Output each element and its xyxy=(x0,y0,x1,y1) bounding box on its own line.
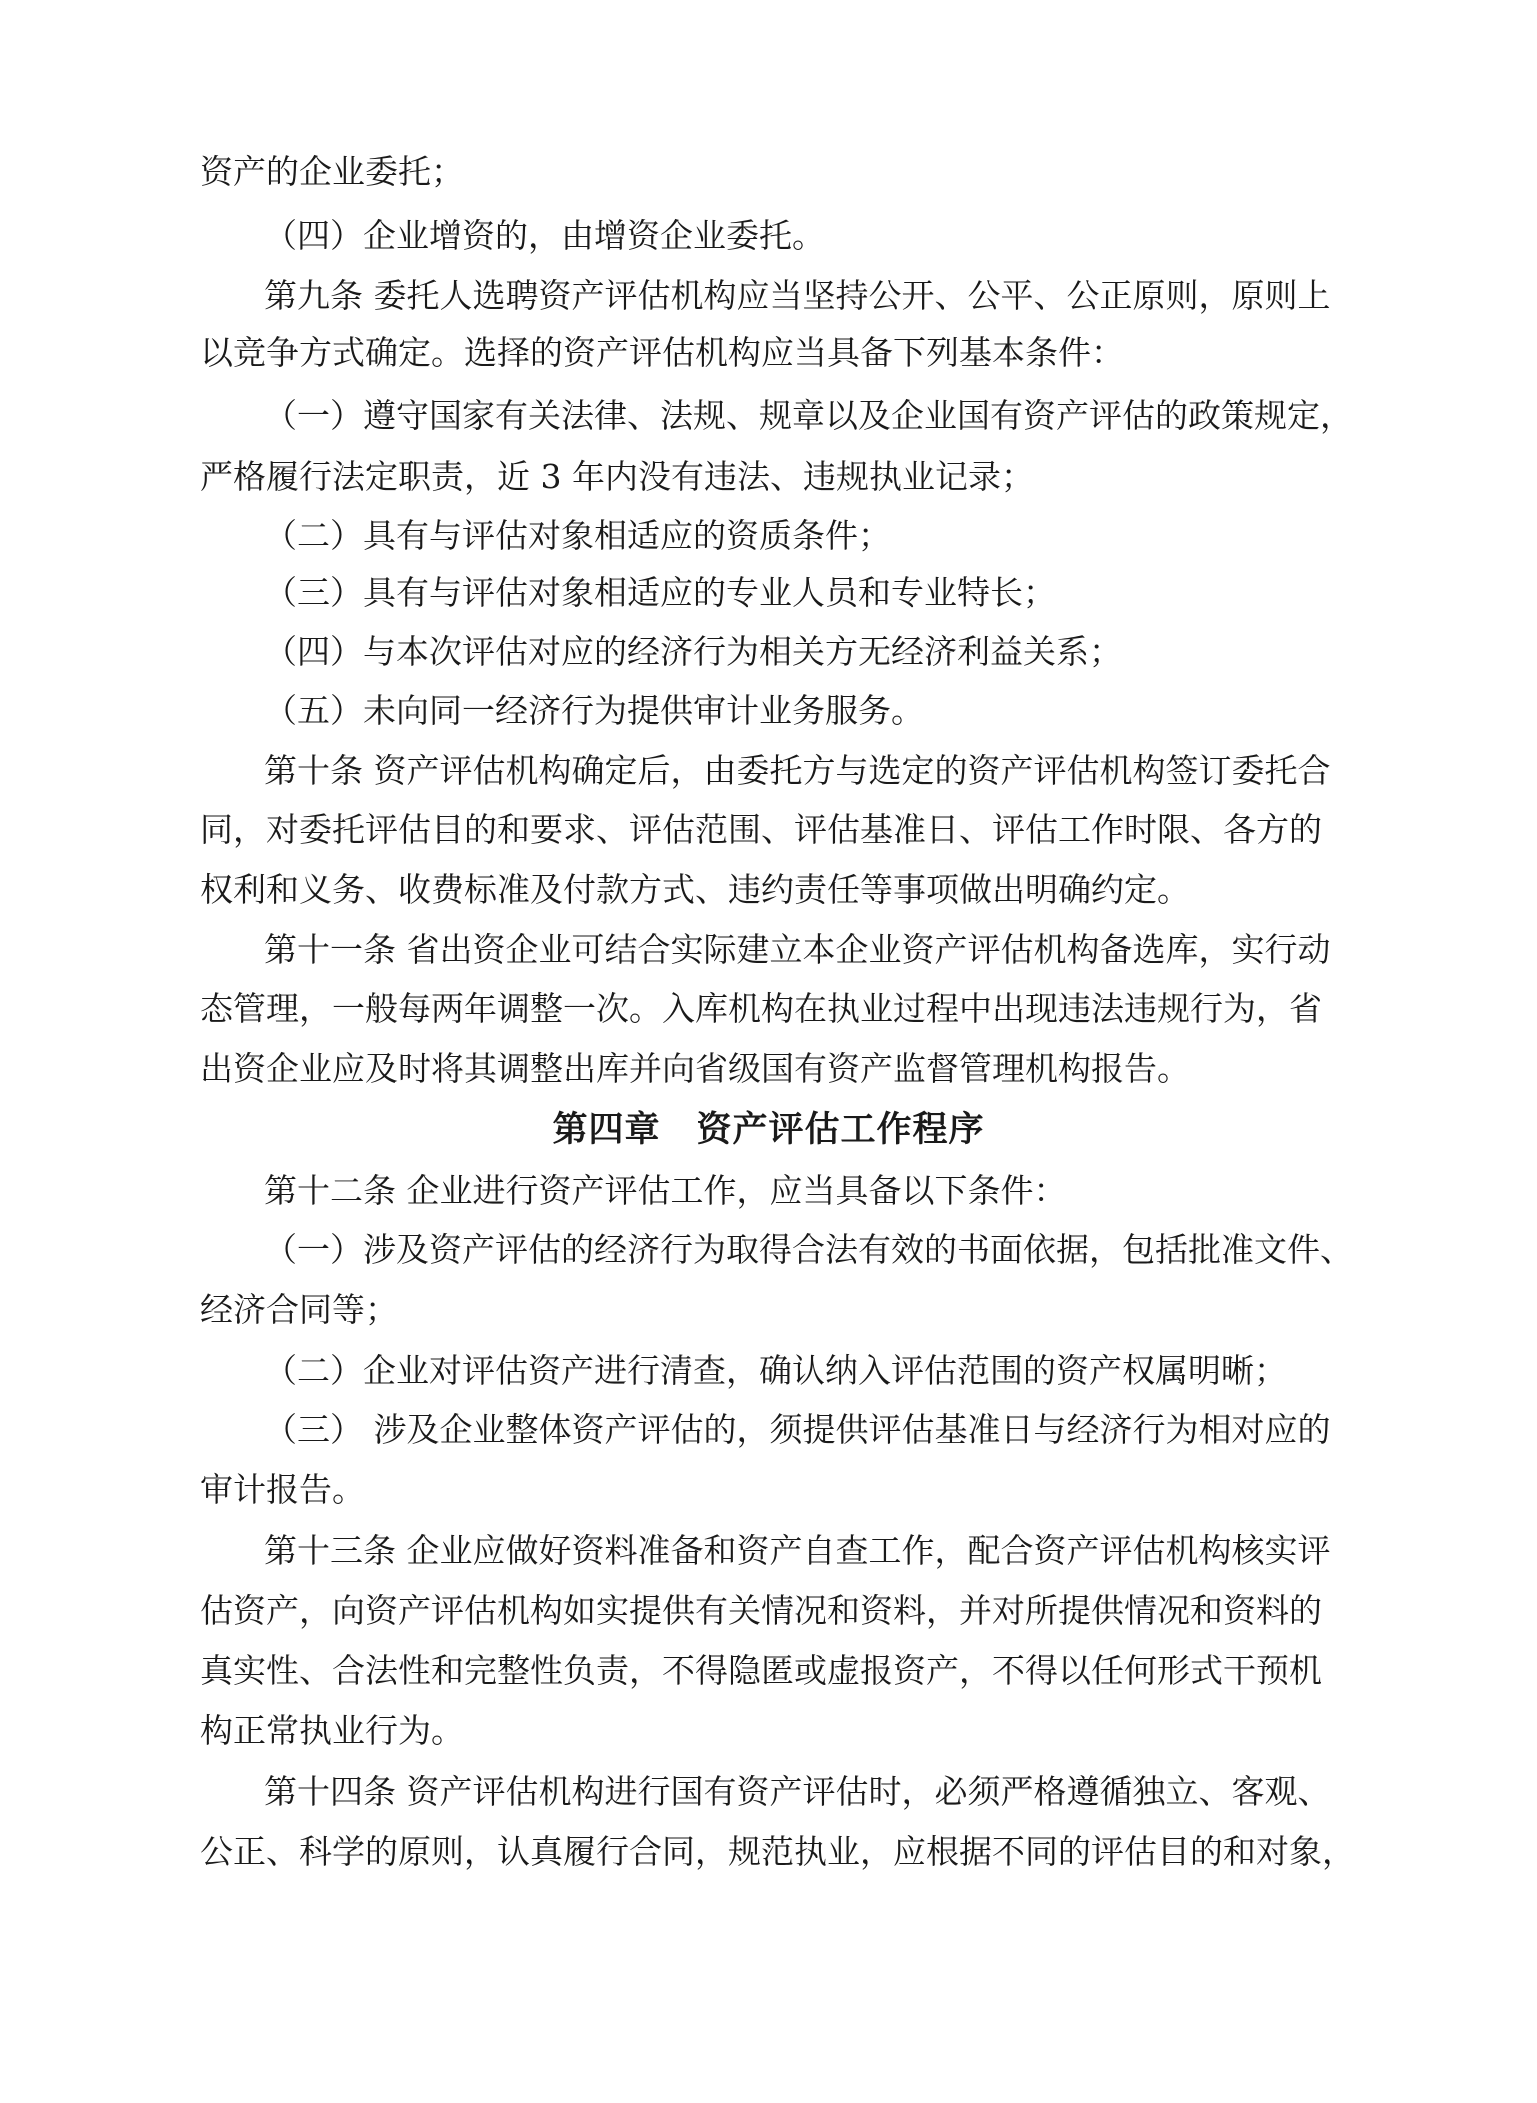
text-line: 第十一条 省出资企业可结合实际建立本企业资产评估机构备选库，实行动 xyxy=(264,930,1331,969)
text-line: （三）具有与评估对象相适应的专业人员和专业特长； xyxy=(264,573,1056,612)
text-line: 估资产，向资产评估机构如实提供有关情况和资料，并对所提供情况和资料的 xyxy=(200,1591,1322,1630)
text-line: （一）遵守国家有关法律、法规、规章以及企业国有资产评估的政策规定， xyxy=(264,396,1353,435)
chapter-heading: 第四章 资产评估工作程序 xyxy=(552,1110,985,1150)
text-line: 第十二条 企业进行资产评估工作，应当具备以下条件： xyxy=(264,1171,1067,1210)
text-line: 资产的企业委托； xyxy=(200,152,464,191)
text-line: 第九条 委托人选聘资产评估机构应当坚持公开、公平、公正原则，原则上 xyxy=(264,276,1331,315)
text-line: 第十三条 企业应做好资料准备和资产自查工作，配合资产评估机构核实评 xyxy=(264,1531,1331,1570)
text-line: （五）未向同一经济行为提供审计业务服务。 xyxy=(264,691,924,730)
text-line: 第十四条 资产评估机构进行国有资产评估时，必须严格遵循独立、客观、 xyxy=(264,1772,1331,1811)
text-line: 态管理，一般每两年调整一次。入库机构在执业过程中出现违法违规行为，省 xyxy=(200,989,1322,1028)
text-line: 审计报告。 xyxy=(200,1470,365,1509)
text-line: 权利和义务、收费标准及付款方式、违约责任等事项做出明确约定。 xyxy=(200,870,1190,909)
text-line: 公正、科学的原则，认真履行合同，规范执业，应根据不同的评估目的和对象， xyxy=(200,1832,1355,1871)
text-line: 以竞争方式确定。选择的资产评估机构应当具备下列基本条件： xyxy=(200,333,1124,372)
text-line: 经济合同等； xyxy=(200,1290,398,1329)
text-line: （二）企业对评估资产进行清查，确认纳入评估范围的资产权属明晰； xyxy=(264,1351,1287,1390)
text-line: （四）企业增资的，由增资企业委托。 xyxy=(264,216,825,255)
text-line: （三） 涉及企业整体资产评估的，须提供评估基准日与经济行为相对应的 xyxy=(264,1410,1331,1449)
text-line: （二）具有与评估对象相适应的资质条件； xyxy=(264,516,891,555)
text-line: 真实性、合法性和完整性负责，不得隐匿或虚报资产，不得以任何形式干预机 xyxy=(200,1651,1322,1690)
text-line: （一）涉及资产评估的经济行为取得合法有效的书面依据，包括批准文件、 xyxy=(264,1230,1353,1269)
text-line: 出资企业应及时将其调整出库并向省级国有资产监督管理机构报告。 xyxy=(200,1049,1190,1088)
text-line: 同，对委托评估目的和要求、评估范围、评估基准日、评估工作时限、各方的 xyxy=(200,810,1322,849)
text-line: （四）与本次评估对应的经济行为相关方无经济利益关系； xyxy=(264,632,1122,671)
text-line: 构正常执业行为。 xyxy=(200,1711,464,1750)
text-line: 第十条 资产评估机构确定后，由委托方与选定的资产评估机构签订委托合 xyxy=(264,751,1331,790)
text-line: 严格履行法定职责，近 3 年内没有违法、违规执业记录； xyxy=(200,457,1034,496)
